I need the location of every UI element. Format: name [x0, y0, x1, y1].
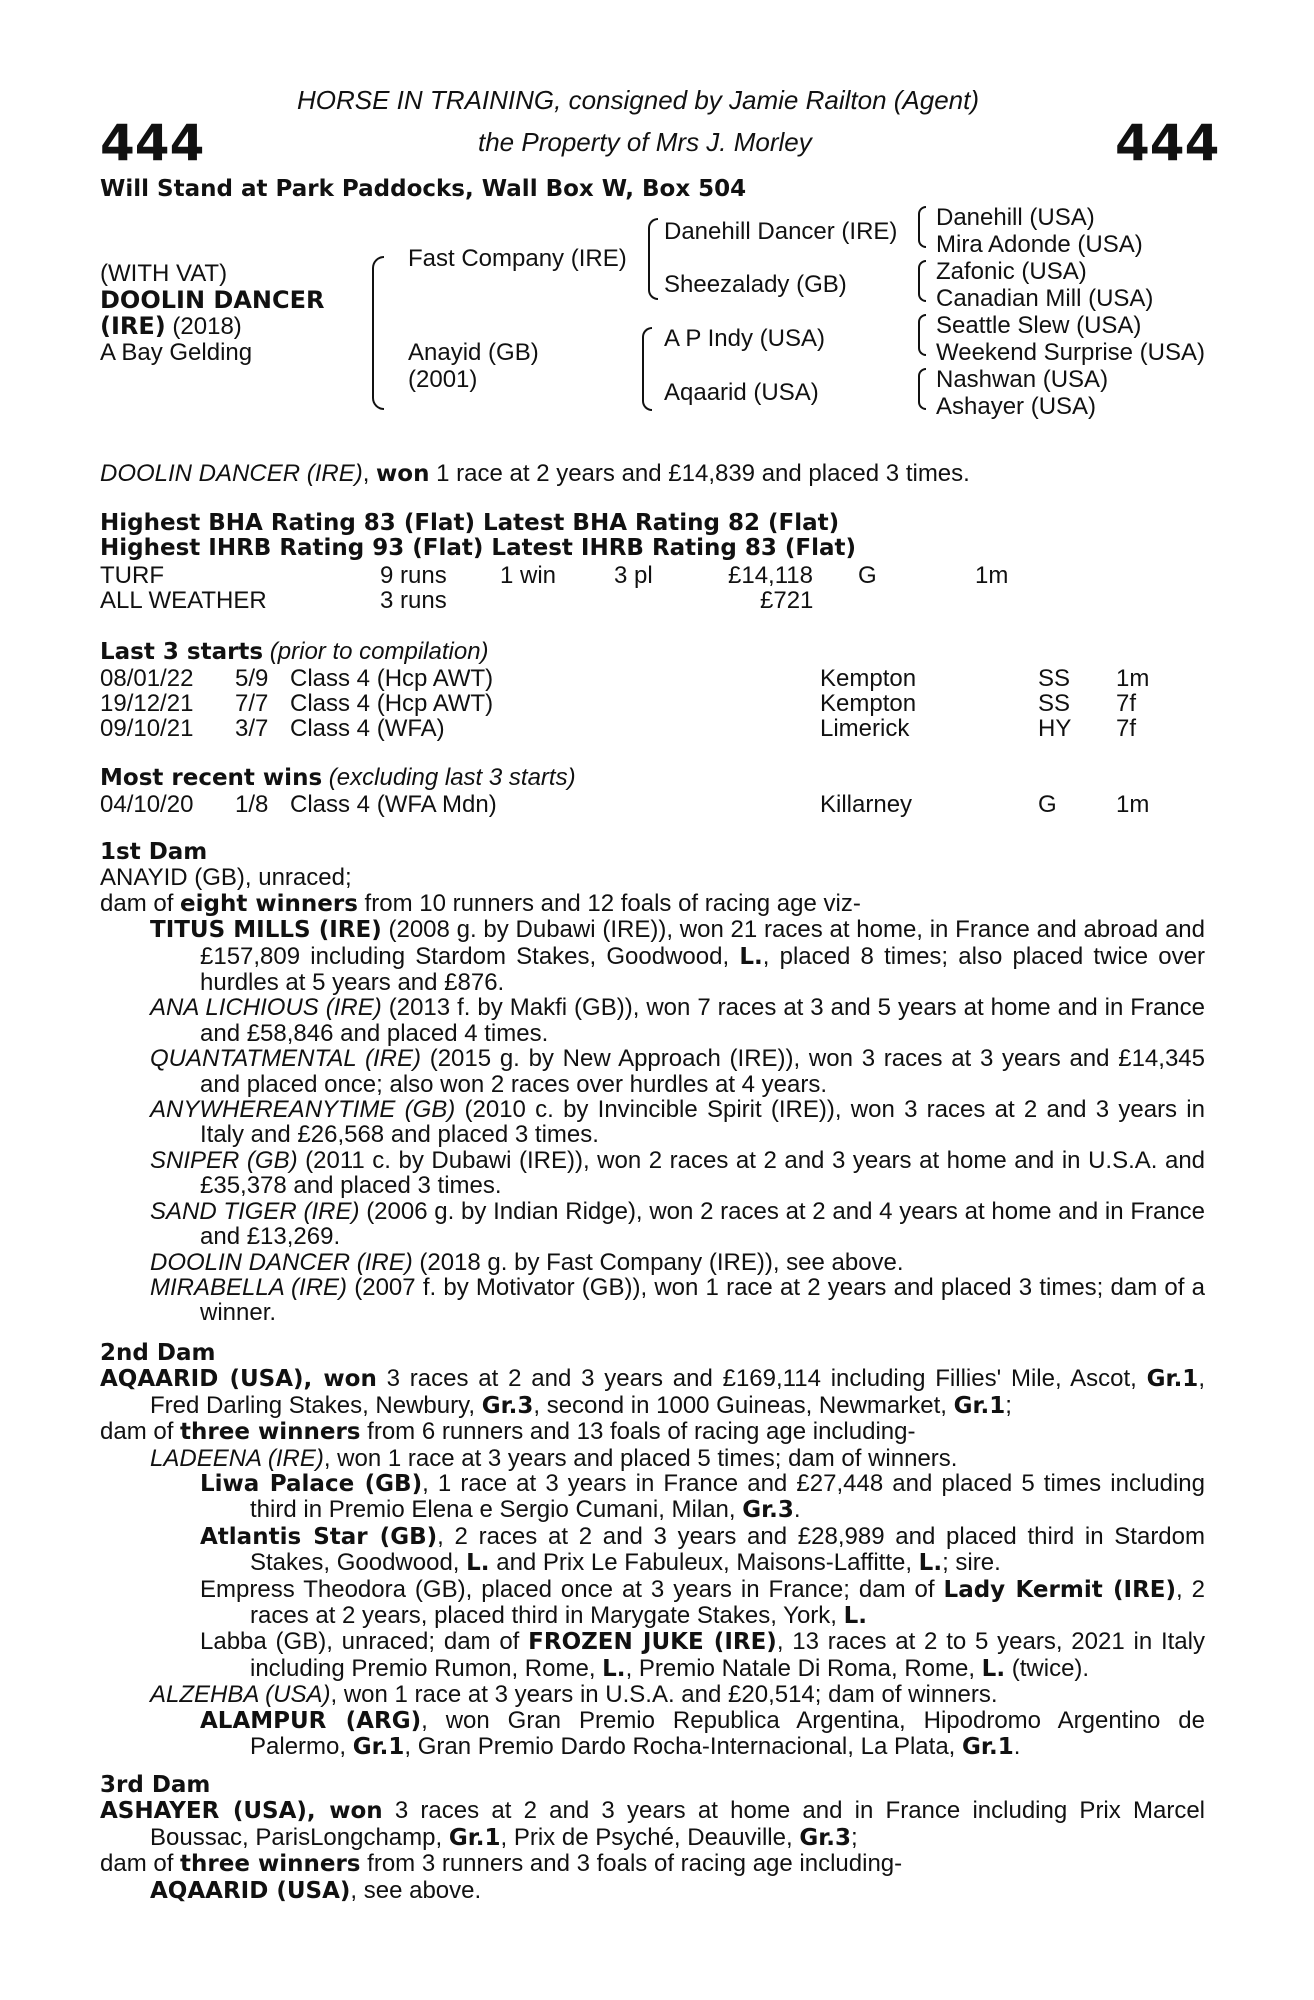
grandparent-8: Ashayer (USA) — [936, 393, 1097, 420]
second-dam-heading: 2nd Dam — [100, 1340, 216, 1366]
progeny-alampur: ALAMPUR (ARG), won Gran Premio Republica Argentina, Hipodromo Argentino de Palermo, Gr.1, Gran Premio Dardo Rocha-Internacional, La Plata, Gr.1. — [200, 1706, 1206, 1761]
third-dam-heading: 3rd Dam — [100, 1772, 211, 1798]
progeny-sniper: SNIPER (GB) (2011 c. by Dubawi (IRE)), won 2 races at 2 and 3 years at home and in U.S.A. and £35,378 and placed 3 times. — [150, 1146, 1206, 1200]
bracket-g4 — [918, 368, 926, 410]
last3-heading: Last 3 starts (prior to compilation) — [100, 638, 489, 665]
cell-course: Killarney — [820, 791, 913, 818]
dam-year: (2001) — [408, 366, 478, 393]
race-summary: DOOLIN DANCER (IRE), won 1 race at 2 years and £14,839 and placed 3 times. — [100, 460, 970, 487]
cell-race: Class 4 (Hcp AWT) — [290, 665, 494, 692]
progeny-alzehba: ALZEHBA (USA), won 1 race at 3 years in U.S.A. and £20,514; dam of winners. — [150, 1681, 998, 1709]
sire-name: Fast Company (IRE) — [408, 245, 627, 272]
cell-dist: 1m — [1116, 791, 1150, 818]
third-dam-record: ASHAYER (USA), won 3 races at 2 and 3 years at home and in France including Prix Marcel Boussac, ParisLongchamp, Gr.1, Prix de Psyché, Deauville, Gr.3; — [100, 1797, 1205, 1851]
progeny-titus: TITUS MILLS (IRE) (2008 g. by Dubawi (IRE)), won 21 races at home, in France and abroad and £157,809 including Stardom Stakes, Goodwood, L., placed 8 times; also placed twice over hurdles at 5 years and £876. — [150, 916, 1205, 997]
progeny-labba: Labba (GB), unraced; dam of FROZEN JUKE (IRE), 13 races at 2 to 5 years, 2021 in Italy including Premio Rumon, Rome, L., Premio Natale Di Roma, Rome, L. (twice). — [200, 1628, 1205, 1682]
grandparent-6: Weekend Surprise (USA) — [936, 339, 1205, 366]
cell-pos: 3/7 — [235, 715, 269, 742]
lot-number-right: 444 — [1115, 114, 1220, 172]
pedigree-bracket-dam — [642, 327, 652, 411]
grandparent-3: Zafonic (USA) — [936, 258, 1087, 285]
cell-going: G — [1038, 791, 1057, 818]
cell-dist: 1m — [1116, 665, 1150, 692]
cell-going: HY — [1038, 715, 1072, 742]
property-line: the Property of Mrs J. Morley — [478, 127, 812, 157]
second-dam-section — [100, 1341, 1205, 1761]
cell-pos: 5/9 — [235, 665, 269, 692]
cell-race: Class 4 (WFA Mdn) — [290, 791, 497, 818]
dam-sire: A P Indy (USA) — [664, 325, 825, 352]
bracket-g1 — [918, 206, 926, 248]
bracket-g3 — [918, 314, 926, 356]
cell-date: 19/12/21 — [100, 690, 194, 717]
cell-date: 09/10/21 — [100, 715, 194, 742]
grandparent-5: Seattle Slew (USA) — [936, 312, 1142, 339]
progeny-quantatmental: QUANTATMENTAL (IRE) (2015 g. by New Approach (IRE)), won 3 races at 3 years and £14,345 and placed once; also won 2 races over hurdles at 4 years. — [150, 1045, 1205, 1098]
cell-course: Kempton — [820, 665, 917, 692]
cell-date: 08/01/22 — [100, 665, 194, 692]
dam-dam: Aqaarid (USA) — [664, 379, 819, 406]
progeny-atlantis: Atlantis Star (GB), 2 races at 2 and 3 years and £28,989 and placed third in Stardom Stakes, Goodwood, L. and Prix Le Fabuleux, Maisons-Laffitte, L.; sire. — [200, 1522, 1205, 1577]
cell-course: Kempton — [820, 690, 917, 717]
vat-note: (WITH VAT) — [100, 260, 228, 287]
cell-date: 04/10/20 — [100, 791, 194, 818]
progeny-sand-tiger: SAND TIGER (IRE) (2006 g. by Indian Ridge), won 2 races at 2 and 4 years at home and in France and £13,269. — [150, 1197, 1206, 1251]
horse-name: DOOLIN DANCER — [100, 286, 325, 314]
bracket-g2 — [918, 260, 926, 302]
first-dam-line: ANAYID (GB), unraced; — [100, 864, 352, 892]
cell-pos: 7/7 — [235, 690, 269, 717]
progeny-anywhere: ANYWHEREANYTIME (GB) (2010 c. by Invincible Spirit (IRE)), won 3 races at 2 and 3 years in Italy and £26,568 and placed 3 times. — [150, 1096, 1205, 1149]
bha-rating: Highest BHA Rating 83 (Flat) Latest BHA Rating 82 (Flat) — [100, 510, 840, 536]
progeny-mirabella: MIRABELLA (IRE) (2007 f. by Motivator (GB)), won 1 race at 2 years and placed 3 times; dam of a winner. — [150, 1273, 1205, 1327]
cell-pos: 1/8 — [235, 791, 269, 818]
pedigree-bracket-sire — [648, 218, 658, 300]
pedigree-bracket-main — [372, 256, 384, 410]
grandparent-4: Canadian Mill (USA) — [936, 285, 1154, 312]
sire-dam: Sheezalady (GB) — [664, 271, 847, 298]
second-dam-summary: dam of three winners from 6 runners and 13 foals of racing age including- — [100, 1418, 916, 1446]
sire-sire: Danehill Dancer (IRE) — [664, 218, 898, 245]
third-dam-section — [100, 1773, 1205, 1904]
progeny-aqaarid: AQAARID (USA), see above. — [150, 1876, 482, 1904]
grandparent-7: Nashwan (USA) — [936, 366, 1109, 393]
cell-dist: 7f — [1116, 715, 1137, 742]
cell-race: Class 4 (WFA) — [290, 715, 445, 742]
third-dam-summary: dam of three winners from 3 runners and 3 foals of racing age including- — [100, 1850, 903, 1878]
ihrb-rating: Highest IHRB Rating 93 (Flat) Latest IHRB Rating 83 (Flat) — [100, 535, 857, 561]
recent-heading: Most recent wins (excluding last 3 starts) — [100, 764, 576, 791]
progeny-empress: Empress Theodora (GB), placed once at 3 years in France; dam of Lady Kermit (IRE), 2 races at 2 years, placed third in Marygate Stakes, York, L. — [200, 1575, 1206, 1630]
progeny-ana: ANA LICHIOUS (IRE) (2013 f. by Makfi (GB)), won 7 races at 3 and 5 years at home and in France and £58,846 and placed 4 times. — [150, 994, 1206, 1047]
progeny-doolin: DOOLIN DANCER (IRE) (2018 g. by Fast Company (IRE)), see above. — [150, 1248, 904, 1276]
cell-race: Class 4 (Hcp AWT) — [290, 690, 494, 717]
cell-going: SS — [1038, 665, 1071, 692]
cell-going: SS — [1038, 690, 1071, 717]
dam-name: Anayid (GB) — [408, 339, 539, 366]
progeny-ladeena: LADEENA (IRE), won 1 race at 3 years and placed 5 times; dam of winners. — [150, 1444, 958, 1472]
grandparent-1: Danehill (USA) — [936, 204, 1095, 231]
first-dam-heading: 1st Dam — [100, 839, 208, 865]
cell-dist: 7f — [1116, 690, 1137, 717]
consignor-line: HORSE IN TRAINING, consigned by Jamie Railton (Agent) — [297, 85, 980, 115]
horse-description: A Bay Gelding — [100, 339, 253, 366]
grandparent-2: Mira Adonde (USA) — [936, 231, 1143, 258]
cell-course: Limerick — [820, 715, 910, 742]
first-dam-section — [100, 840, 1205, 1326]
lot-number-left: 444 — [100, 114, 205, 172]
stand-line: Will Stand at Park Paddocks, Wall Box W, Box 504 — [100, 176, 747, 202]
horse-suffix: (IRE) (2018) — [100, 312, 242, 340]
second-dam-record: AQAARID (USA), won 3 races at 2 and 3 years and £169,114 including Fillies' Mile, Ascot, Gr.1, Fred Darling Stakes, Newbury, Gr.3, second in 1000 Guineas, Newmarket, Gr.1; — [100, 1365, 1205, 1419]
first-dam-summary: dam of eight winners from 10 runners and 12 foals of racing age viz- — [100, 889, 861, 917]
progeny-liwa: Liwa Palace (GB), 1 race at 3 years in France and £27,448 and placed 5 times including third in Premio Elena e Sergio Cumani, Milan, Gr.3. — [200, 1470, 1205, 1524]
